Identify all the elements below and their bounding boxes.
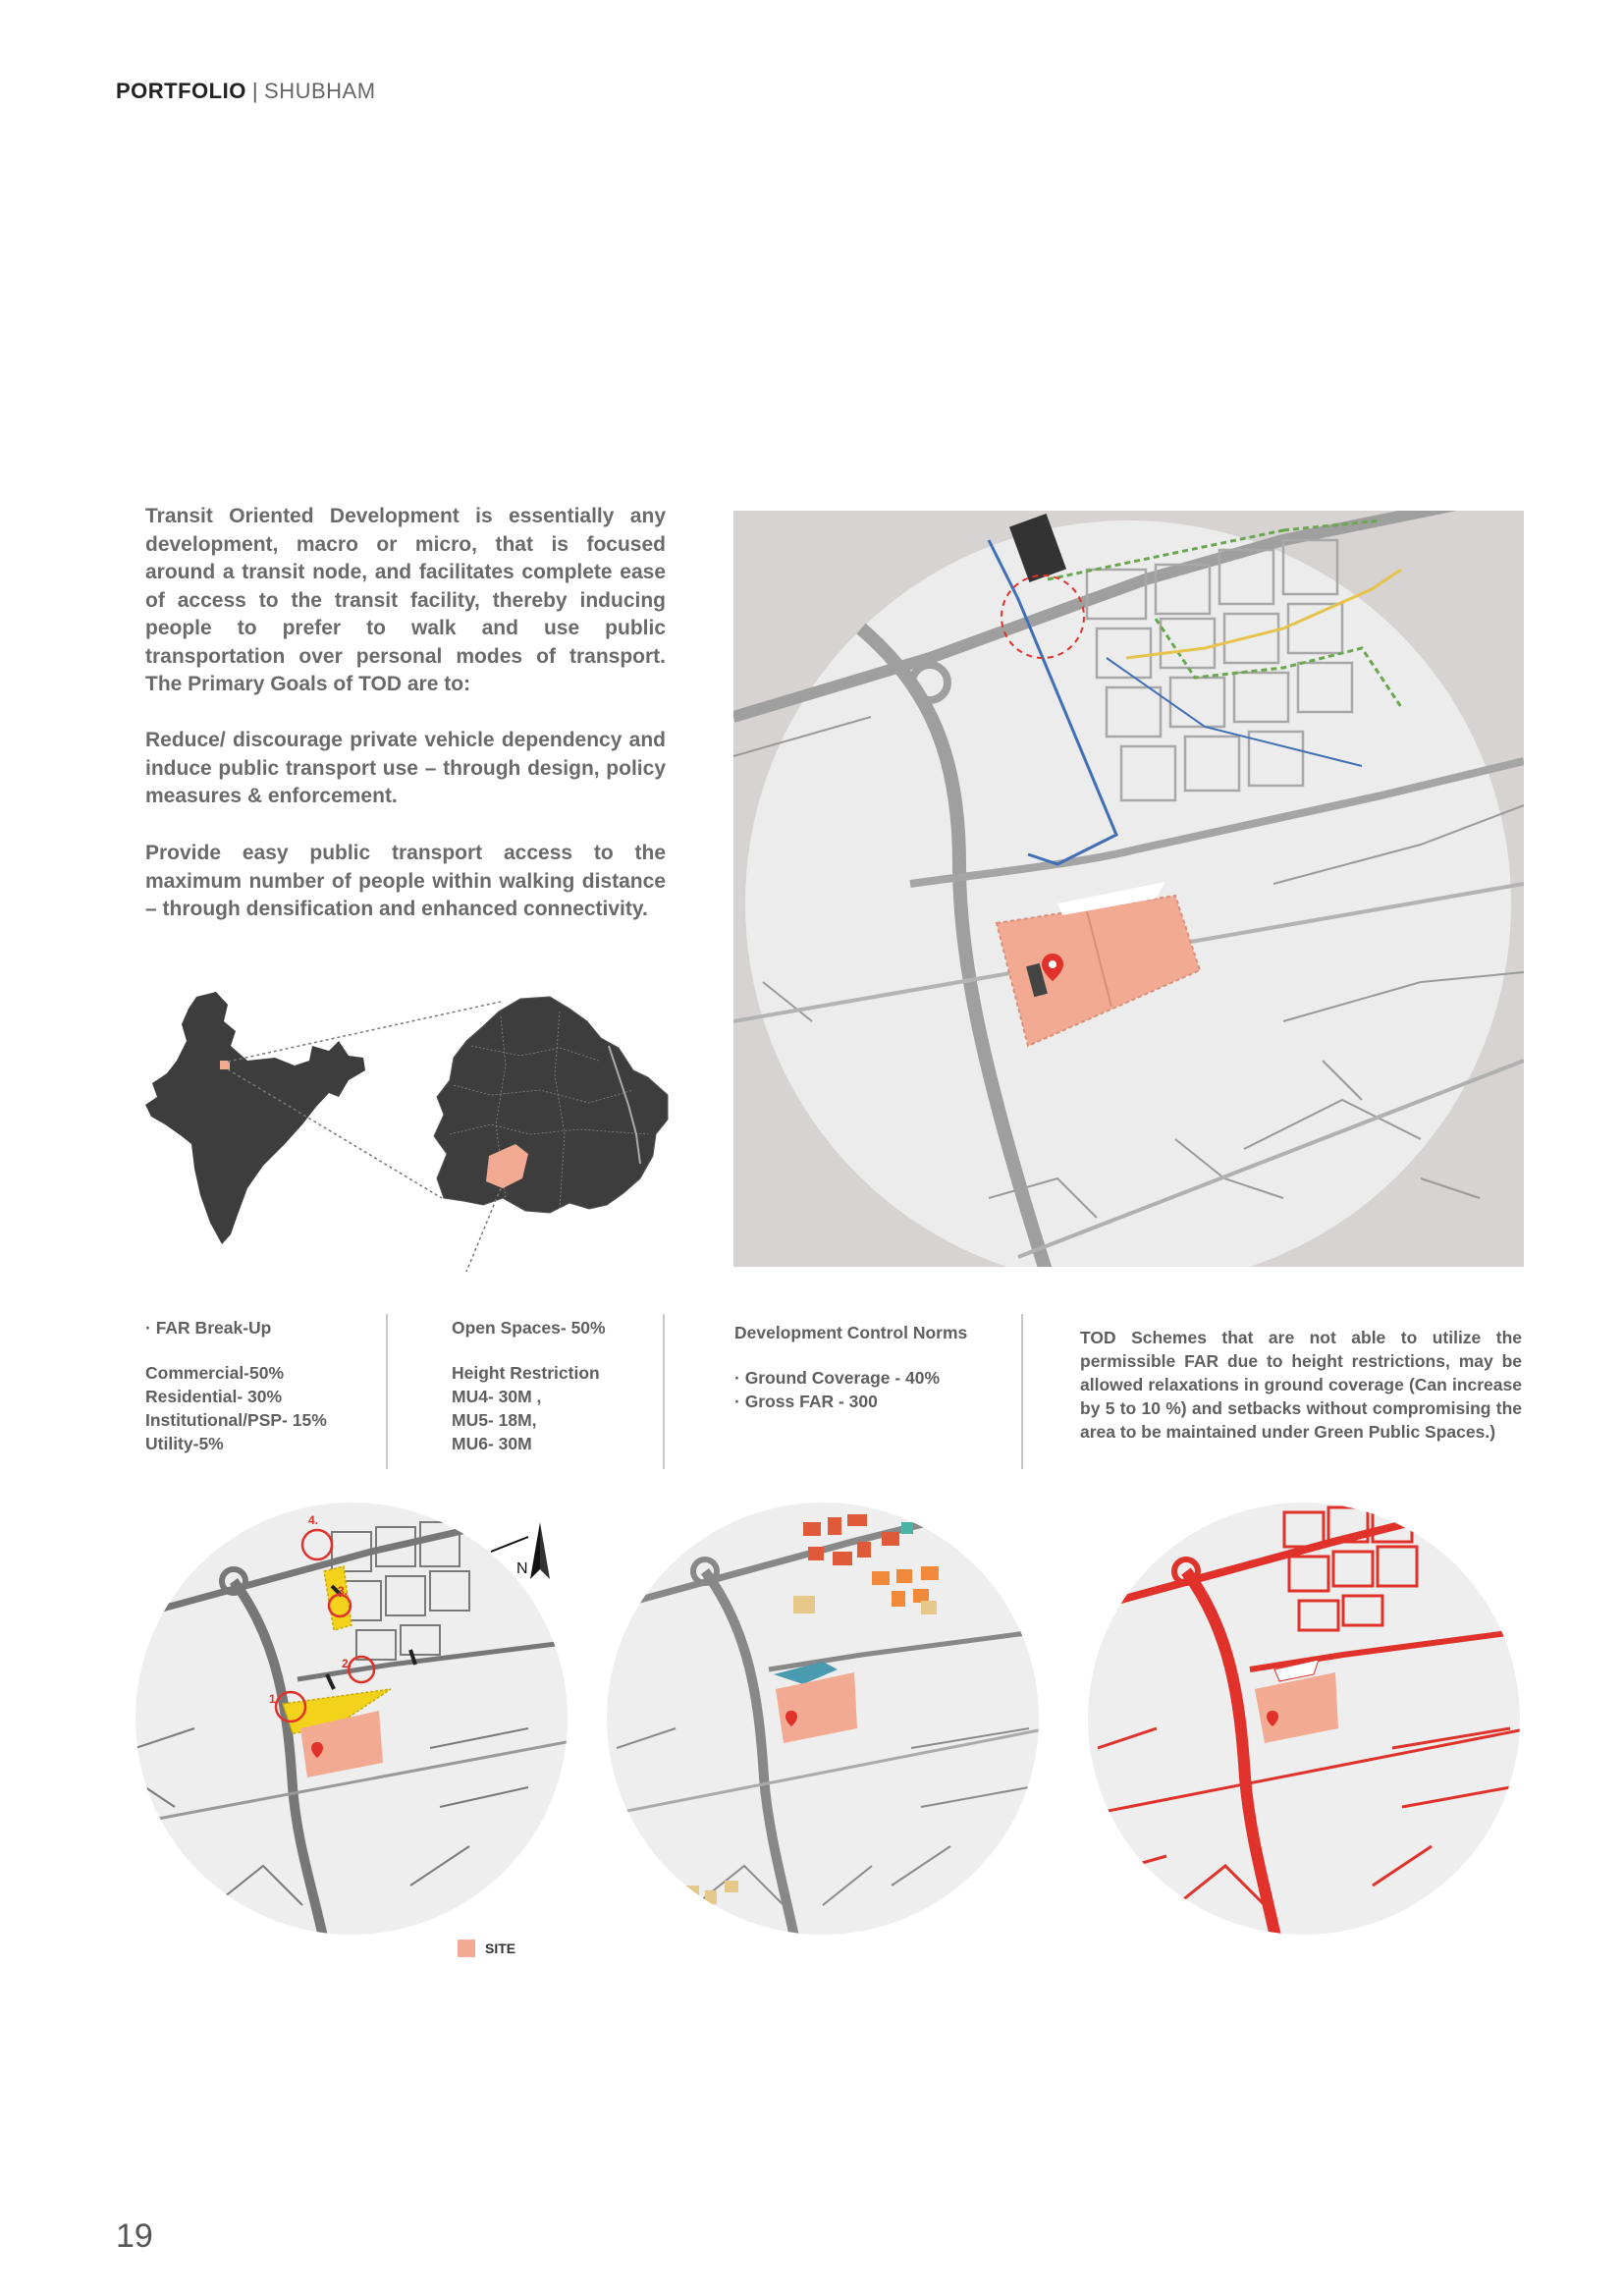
north-label: N: [516, 1560, 528, 1577]
header-portfolio: PORTFOLIO: [116, 79, 246, 103]
divider-1: [386, 1314, 388, 1469]
far-item-utility: Utility-5%: [145, 1434, 224, 1453]
circle-map-landuse: [597, 1493, 1049, 1944]
norm-ground-coverage: · Ground Coverage - 40%: [734, 1368, 941, 1388]
marker-label-4: 4.: [308, 1513, 319, 1527]
divider-3: [1021, 1314, 1023, 1469]
delhi-map: [434, 997, 668, 1213]
header-name: SHUBHAM: [264, 79, 376, 103]
circle-map-connectivity: [116, 1493, 587, 1944]
height-item-mu4: MU4- 30M ,: [452, 1387, 542, 1406]
legend-site-swatch: [458, 1940, 475, 1957]
goal-2-paragraph: Provide easy public transport access to the maximum number of people within walking distance – through densification and enhanced connectivity.: [145, 842, 666, 920]
location-maps: [137, 987, 707, 1282]
norm-gross-far: · Gross FAR - 300: [734, 1392, 878, 1411]
height-item-mu6: MU6- 30M: [452, 1434, 532, 1453]
far-breakup-column: [145, 1316, 327, 1455]
map-legend: [458, 1940, 515, 1957]
site-context-map: [733, 511, 1524, 1267]
header-separator: |: [251, 79, 259, 103]
marker-label-3: 3.: [338, 1584, 349, 1598]
goal-1-paragraph: Reduce/ discourage private vehicle dependency and induce public transport use – through design, policy measures & enforcement.: [145, 729, 666, 807]
page-number: 19: [116, 2217, 153, 2255]
height-item-mu5: MU5- 18M,: [452, 1410, 537, 1430]
far-breakup-title: · FAR Break-Up: [145, 1318, 272, 1338]
page-header: [116, 79, 376, 104]
open-spaces-title: Open Spaces- 50%: [452, 1318, 606, 1338]
legend-site-label: SITE: [485, 1941, 516, 1956]
tod-relaxation-note: TOD Schemes that are not able to utilize the permissible FAR due to height restrictions, may be allowed relaxations in ground coverage (Can increase by 5 to 10 %) and setbacks without compromising the area to be maintained under Green Public Spaces.): [1080, 1328, 1522, 1442]
intro-paragraph: Transit Oriented Development is essentially any development, macro or micro, that is focused around a transit node, and facilitates complete ease of access to the transit facility, thereby inducing people to prefer to walk and use public transportation over personal modes of transport. The Primary Goals of TOD are to:: [145, 505, 666, 695]
india-map: [145, 992, 365, 1244]
marker-label-2: 2.: [342, 1657, 352, 1670]
open-spaces-column: [452, 1316, 606, 1455]
marker-label-1: 1.: [269, 1692, 280, 1706]
control-norms-column: [734, 1321, 967, 1413]
far-item-institutional: Institutional/PSP- 15%: [145, 1410, 327, 1430]
circle-map-road-network: [1078, 1493, 1530, 1944]
divider-2: [663, 1314, 665, 1469]
far-item-residential: Residential- 30%: [145, 1387, 283, 1406]
height-restriction-title: Height Restriction: [452, 1363, 600, 1383]
far-item-commercial: Commercial-50%: [145, 1363, 285, 1383]
control-norms-title: Development Control Norms: [734, 1323, 968, 1342]
